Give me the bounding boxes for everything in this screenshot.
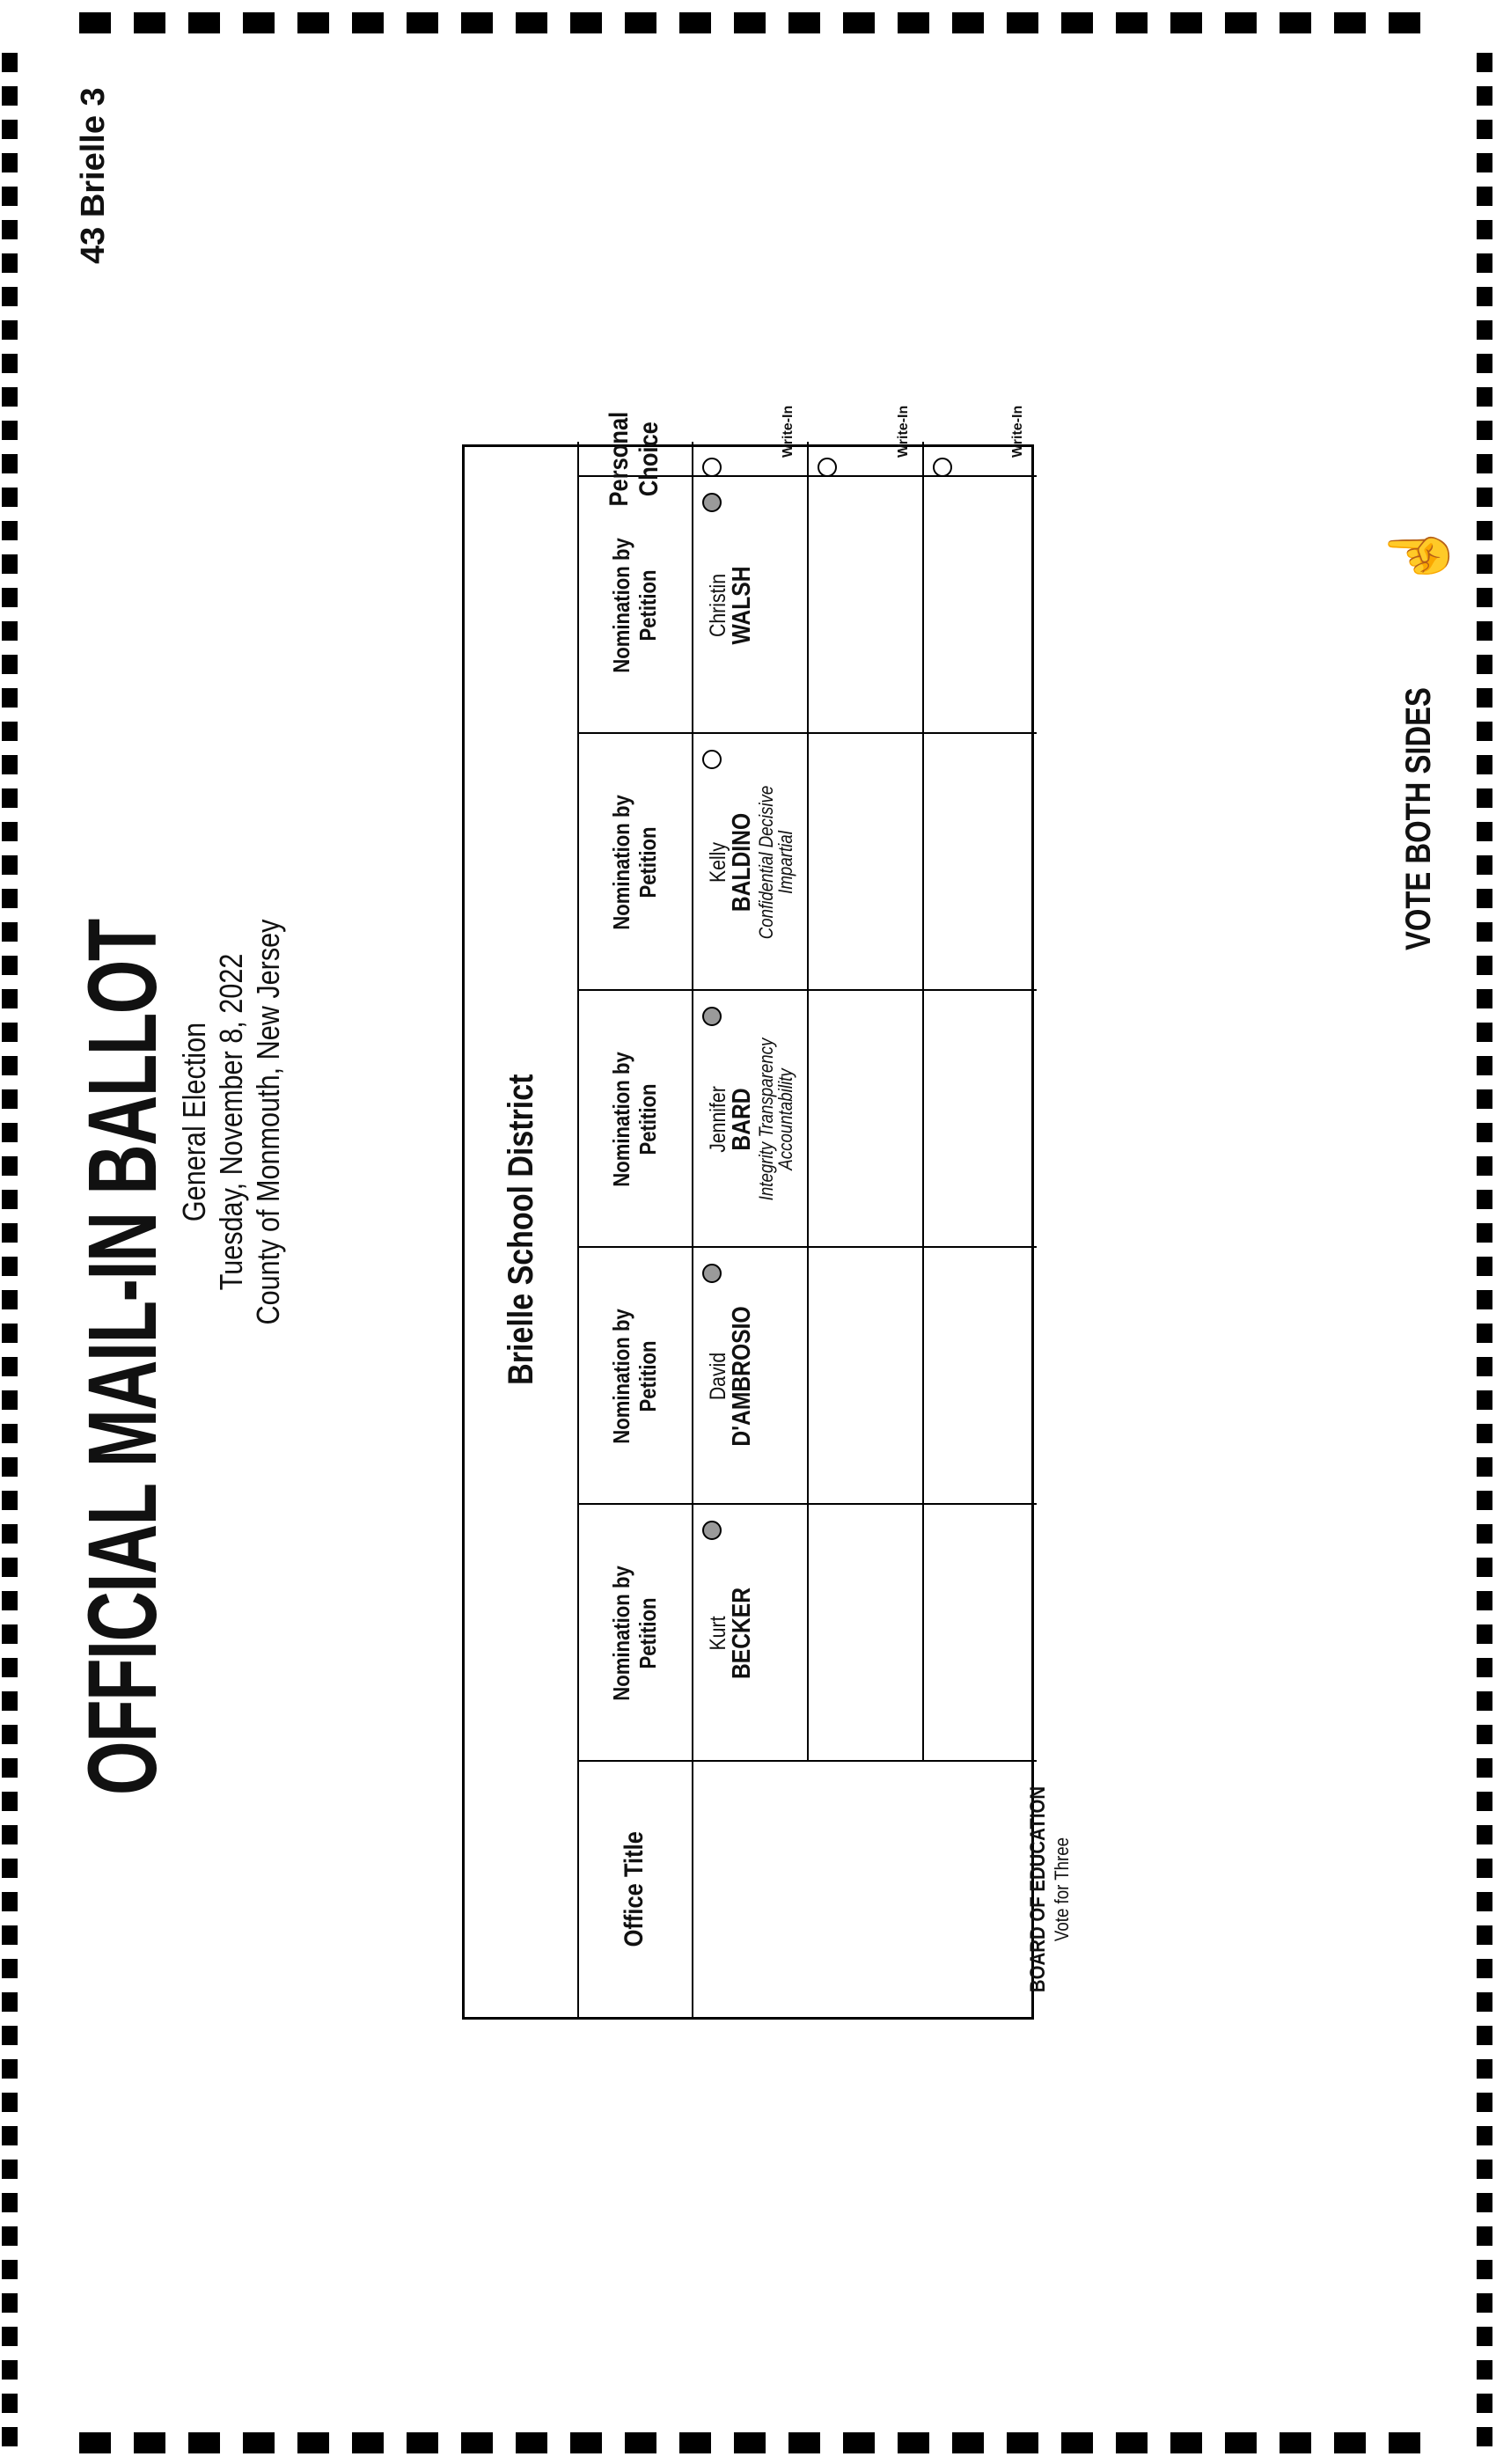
personal-choice-header-cell — [577, 412, 692, 507]
election-date: Tuesday, November 8, 2022 — [213, 953, 249, 1291]
vote-oval[interactable] — [702, 1007, 722, 1026]
candidate-cell[interactable] — [692, 1248, 807, 1505]
candidate-last-name: BECKER — [728, 1587, 756, 1680]
nomination-header: Nomination by Petition — [608, 538, 661, 673]
contest-table — [462, 405, 1073, 2020]
personal-choice-header: Personal Choice — [605, 412, 664, 507]
office-title-header: Office Title — [620, 1831, 649, 1947]
pointing-hand-icon: ☝ — [1387, 519, 1450, 590]
write-in-oval[interactable] — [818, 458, 837, 477]
candidate-cell[interactable] — [692, 477, 807, 734]
nomination-header-cell — [577, 1505, 692, 1762]
nomination-header: Nomination by Petition — [608, 1052, 661, 1187]
candidate-first-name: Kelly — [706, 841, 730, 884]
election-county: County of Monmouth, New Jersey — [250, 919, 286, 1325]
candidate-cell[interactable] — [692, 734, 807, 991]
candidate-first-name: Jennifer — [706, 1086, 730, 1153]
nomination-header-cell — [577, 991, 692, 1248]
write-in-cell[interactable] — [807, 405, 922, 477]
write-in-label: Write-In — [896, 405, 911, 458]
vote-both-sides-instruction: VOTE BOTH SIDES — [1399, 687, 1438, 950]
candidate-cell[interactable] — [692, 1505, 807, 1762]
office-title-cell — [577, 1762, 692, 2017]
ballot-title: OFFICIAL MAIL-IN BALLOT — [69, 920, 177, 1795]
vote-oval[interactable] — [702, 1264, 722, 1283]
write-in-oval[interactable] — [702, 458, 722, 477]
grid-line — [922, 442, 924, 1762]
write-in-cell[interactable] — [692, 405, 807, 477]
nomination-header: Nomination by Petition — [608, 1309, 661, 1444]
vote-oval[interactable] — [702, 493, 722, 512]
candidate-last-name: WALSH — [728, 566, 756, 645]
candidate-first-name: Christin — [706, 573, 730, 638]
write-in-oval[interactable] — [933, 458, 952, 477]
candidate-slogan: Confidential Decisive Impartial — [755, 785, 796, 940]
election-name: General Election — [176, 1022, 212, 1222]
candidate-first-name: Kurt — [706, 1616, 730, 1651]
nomination-header: Nomination by Petition — [608, 1566, 661, 1701]
write-in-label: Write-In — [781, 405, 796, 458]
candidate-last-name: BARD — [728, 1088, 756, 1151]
district-header: Brielle School District — [501, 1074, 540, 1385]
vote-oval[interactable] — [702, 1521, 722, 1540]
write-in-cell[interactable] — [922, 405, 1037, 477]
office-name: BOARD OF EDUCATION — [1026, 1786, 1050, 1993]
candidate-last-name: D'AMBROSIO — [728, 1306, 756, 1447]
candidate-cell[interactable] — [692, 991, 807, 1248]
nomination-header: Nomination by Petition — [608, 795, 661, 930]
office-instruction: Vote for Three — [1051, 1837, 1073, 1942]
office-cell — [692, 1762, 1073, 2017]
candidate-first-name: David — [706, 1352, 730, 1401]
write-in-label: Write-In — [1010, 405, 1025, 458]
district-band — [465, 442, 577, 2017]
nomination-header-cell — [577, 477, 692, 734]
nomination-header-cell — [577, 1248, 692, 1505]
grid-line — [807, 442, 809, 1762]
nomination-header-cell — [577, 734, 692, 991]
candidate-last-name: BALDINO — [728, 812, 756, 913]
vote-oval[interactable] — [702, 750, 722, 769]
candidate-slogan: Integrity Transparency Accountability — [755, 1038, 796, 1201]
precinct-code: 43 Brielle 3 — [75, 87, 112, 264]
